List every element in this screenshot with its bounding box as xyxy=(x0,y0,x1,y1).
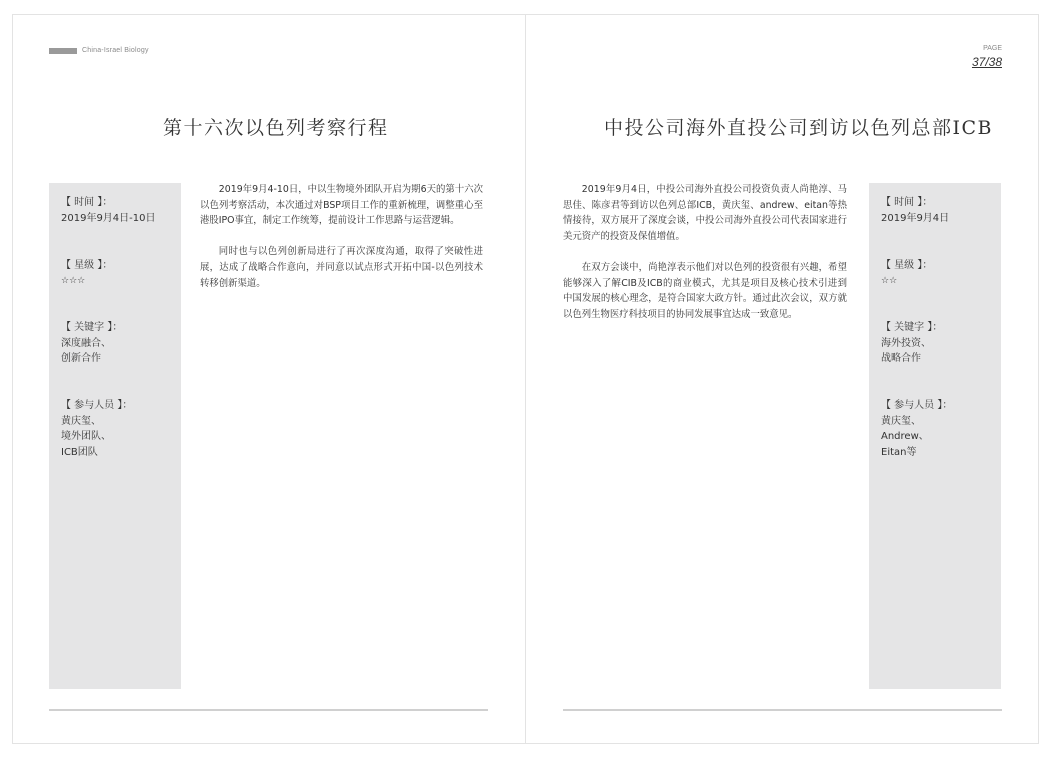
keyword-item: 战略合作 xyxy=(881,353,921,364)
time-label: 【 时间 】： xyxy=(61,197,113,208)
time-value: 2019年9月4日-10日 xyxy=(61,212,156,224)
participant-item: 黄庆玺、 xyxy=(881,415,921,427)
page-gutter xyxy=(525,14,526,744)
left-body-text xyxy=(200,182,483,307)
participants-label: 【 参与人员 】： xyxy=(61,400,133,411)
participant-item: Eitan等 xyxy=(881,446,917,458)
right-body-text xyxy=(563,182,847,338)
level-stars: ☆☆☆ xyxy=(61,275,86,286)
left-info-sidebar xyxy=(49,183,181,689)
left-time-block xyxy=(61,195,156,226)
left-level-block xyxy=(61,258,112,289)
right-info-sidebar xyxy=(869,183,1001,689)
brand-text: China-Israel Biology xyxy=(82,47,149,54)
participant-item: 黄庆玺、 xyxy=(61,415,101,427)
keyword-item: 创新合作 xyxy=(61,353,101,364)
header-brand xyxy=(49,47,149,54)
right-time-block xyxy=(881,195,949,226)
participant-item: 境外团队、 xyxy=(61,431,111,442)
participant-item: ICB团队 xyxy=(61,446,98,458)
level-stars: ☆☆ xyxy=(881,275,898,286)
right-participants-block xyxy=(881,398,952,460)
keywords-label: 【 关键字 】： xyxy=(881,322,943,333)
body-paragraph: 2019年9月4-10日，中以生物境外团队开启为期6天的第十六次以色列考察活动，本次通过对BSP项目工作的重新梳理，调整重心至港股IPO事宜，制定工作统筹，提前设计工作思路与运营逻辑。 xyxy=(200,184,483,227)
level-label: 【 星级 】： xyxy=(881,260,933,271)
right-page-title: 中投公司海外直投公司到访以色列总部ICB xyxy=(604,117,994,139)
participant-item: Andrew、 xyxy=(881,431,929,442)
body-paragraph: 2019年9月4日，中投公司海外直投公司投资负责人尚艳淳、马思佳、陈彦君等到访以色列总部ICB，黄庆玺、andrew、eitan等热情接待，双方展开了深度会谈，中投公司海外直投公司代表国家进行美元资产的投资及保值增值。 xyxy=(563,184,847,242)
right-level-block xyxy=(881,258,932,289)
participants-label: 【 参与人员 】： xyxy=(881,400,953,411)
page-number: 37/38 xyxy=(971,55,1002,69)
keyword-item: 海外投资、 xyxy=(881,337,931,349)
right-footer-rule xyxy=(563,709,1002,711)
level-label: 【 星级 】： xyxy=(61,260,113,271)
body-paragraph: 同时也与以色列创新局进行了再次深度沟通，取得了突破性进展，达成了战略合作意向，并同意以试点形式开拓中国-以色列技术转移创新渠道。 xyxy=(200,246,483,289)
right-keywords-block xyxy=(881,320,942,367)
left-page-title: 第十六次以色列考察行程 xyxy=(163,117,389,139)
left-keywords-block xyxy=(61,320,122,367)
keywords-label: 【 关键字 】： xyxy=(61,322,123,333)
left-footer-rule xyxy=(49,709,488,711)
time-value: 2019年9月4日 xyxy=(881,212,950,224)
keyword-item: 深度融合、 xyxy=(61,337,111,349)
left-participants-block xyxy=(61,398,132,460)
body-paragraph: 在双方会谈中，尚艳淳表示他们对以色列的投资很有兴趣，希望能够深入了解CIB及ICB的商业模式，尤其是项目及核心技术引进到中国发展的核心理念，是符合国家大政方针。通过此次会议，双方就以色列生物医疗科技项目的协同发展事宜达成一致意见。 xyxy=(563,261,847,320)
brand-bar-icon xyxy=(49,48,77,54)
page-label: PAGE xyxy=(983,45,1002,52)
time-label: 【 时间 】： xyxy=(881,197,933,208)
